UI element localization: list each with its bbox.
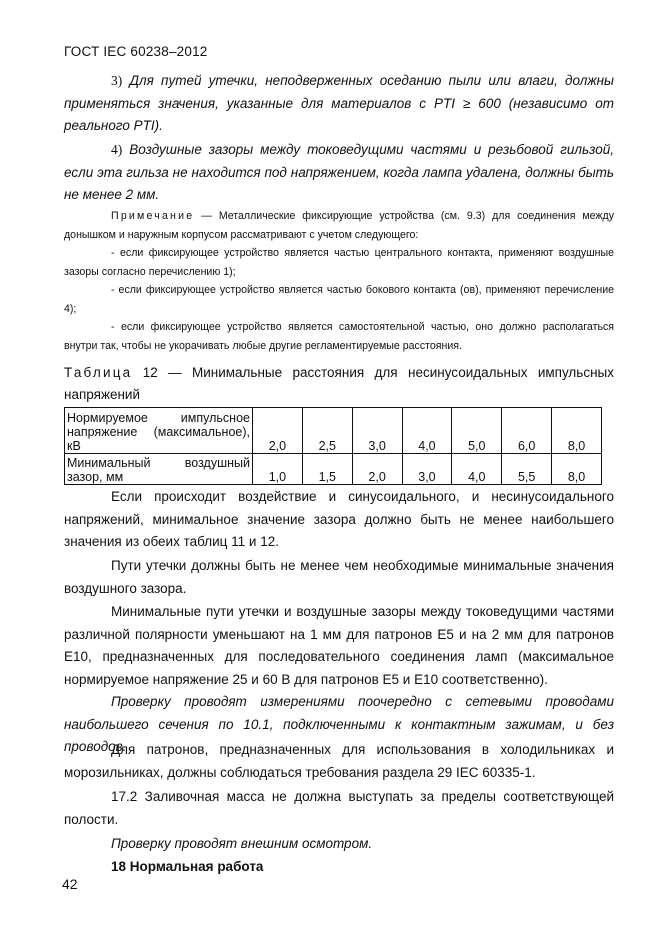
table-row [65,454,602,485]
page-number: 42 [62,876,78,892]
paragraph: Пути утечки должны быть не менее чем необходимые минимальные значения воздушного зазора. [64,558,614,596]
table-cell: 2,5 [302,408,352,454]
paragraph: Если происходит воздействие и синусоидального, и несинусоидального напряжений, минимальное значение зазора должно быть не менее наибольшего значения из обеих таблиц 11 и 12. [64,489,614,549]
note-lead: — Металлические фиксирующие устройства (см. 9.3) для соединения между донышком и наружным корпусом рассматривают с учетом следующего: [64,210,614,241]
table-12-title [64,362,614,406]
list-item-3 [64,70,614,138]
table-cell: 8,0 [552,454,602,485]
table-cell: 5,0 [452,408,502,454]
note-block [64,207,614,355]
table-cell: 8,0 [552,408,602,454]
list-item-4-number: 4) [111,142,123,157]
list-item-4 [64,139,614,207]
paragraph: Минимальные пути утечки и воздушные зазоры между токоведущими частями различной полярности уменьшают на 1 мм для патронов Е5 и на 2 мм для патронов Е10, предназначенных для последовательного соединения ламп (максимальное нормируемое напряжение 25 и 60 В для патронов Е5 и Е10 соответственно). [64,604,614,687]
paragraph: Для патронов, предназначенных для использования в холодильниках и морозильниках, должны соблюдаться требования раздела 29 IEC 60335-1. [64,742,614,780]
list-item-3-number: 3) [111,73,123,88]
table-cell: 2,0 [352,454,402,485]
table-cell: 1,0 [253,454,303,485]
note-label: Примечание [111,210,195,222]
table-cell: 4,0 [452,454,502,485]
table-title-text: 12 — Минимальные расстояния для несинусоидальных импульсных напряжений [64,365,614,402]
table-cell: 2,0 [253,408,303,454]
clause-17-2: 17.2 Заливочная масса не должна выступать за пределы соответствующей полости. [64,789,614,827]
table-label: Таблица [64,365,133,380]
note-bullet: - если фиксирующее устройство является самостоятельной частью, оно должно располагаться внутри так, чтобы не укорачивать любые другие регламентируемые расстояния. [64,321,614,352]
row-header-voltage: Нормируемое импульсное напряжение (максимальное), кВ [65,408,253,454]
document-header: ГОСТ IEC 60238–2012 [64,44,208,59]
table-cell: 5,5 [502,454,552,485]
note-intro [64,207,614,244]
table-cell: 6,0 [502,408,552,454]
table-cell: 4,0 [402,408,452,454]
row-header-clearance: Минимальный воздушный зазор, мм [65,454,253,485]
table-12 [64,407,602,485]
table-cell: 1,5 [302,454,352,485]
paragraph-italic: Проверку проводят измерениями поочередно с сетевыми проводами наибольшего сечения по 10.1, подключенными к контактным зажимам, и без проводов. [64,694,614,754]
table-row [65,408,602,454]
list-item-3-text: Для путей утечки, неподверженных оседанию пыли или влаги, должны применяться значения, указанные для материалов с PTI ≥ 600 (независимо от реального PTI). [64,73,614,133]
table-cell: 3,0 [352,408,402,454]
list-item-4-text: Воздушные зазоры между токоведущими частями и резьбовой гильзой, если эта гильза не находится под напряжением, когда лампа удалена, должны быть не менее 2 мм. [64,142,614,202]
table-cell: 3,0 [402,454,452,485]
note-bullet: - если фиксирующее устройство является частью центрального контакта, применяют воздушные зазоры согласно перечислению 1); [64,247,614,278]
note-bullet: - если фиксирующее устройство является частью бокового контакта (ов), применяют перечисление 4); [64,284,614,315]
section-heading: 18 Нормальная работа [111,859,264,874]
paragraph-italic: Проверку проводят внешним осмотром. [111,836,373,851]
